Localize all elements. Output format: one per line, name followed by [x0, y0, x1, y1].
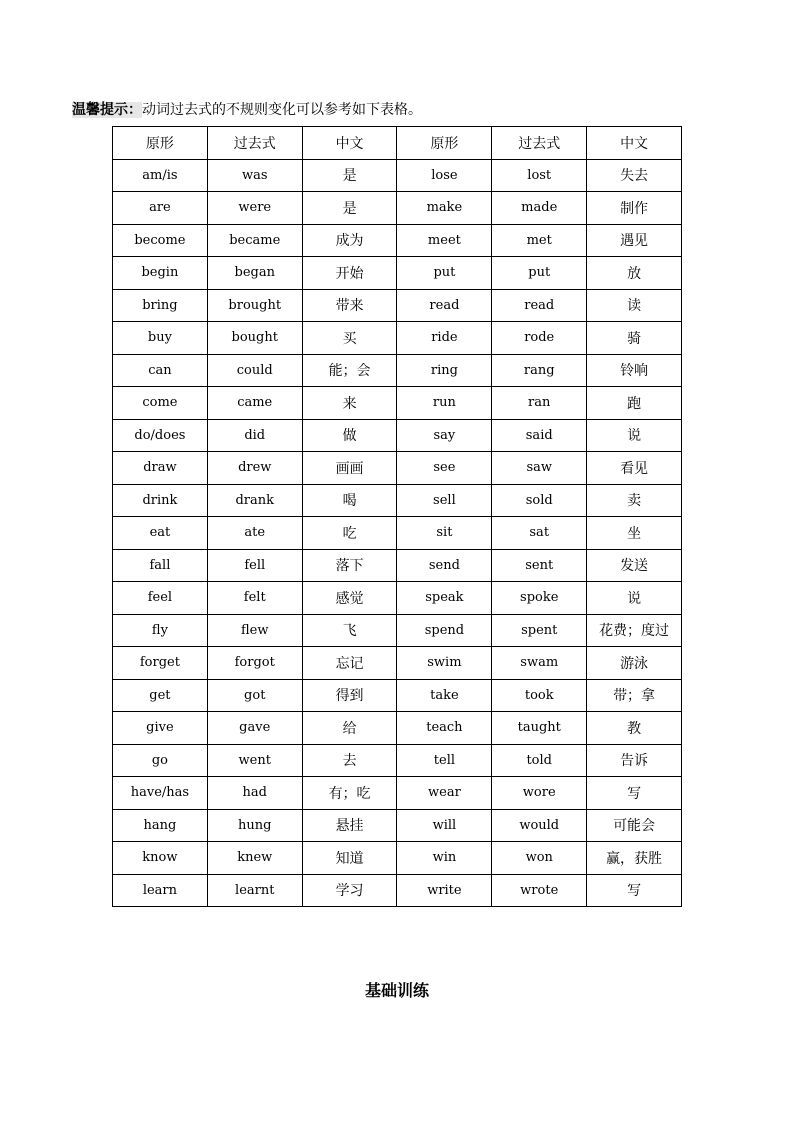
table-row [113, 257, 682, 290]
chinese-cell: 说 [587, 419, 682, 452]
past-tense-cell: would [492, 809, 587, 842]
past-tense-cell: swam [492, 647, 587, 680]
base-form-cell: say [397, 419, 492, 452]
chinese-cell: 是 [302, 192, 397, 225]
chinese-cell: 遇见 [587, 224, 682, 257]
table-row [113, 224, 682, 257]
chinese-cell: 吃 [302, 517, 397, 550]
base-form-cell: drink [113, 484, 208, 517]
base-form-cell: begin [113, 257, 208, 290]
base-form-cell: write [397, 874, 492, 907]
base-form-cell: wear [397, 777, 492, 810]
past-tense-cell: bought [207, 322, 302, 355]
past-tense-cell: did [207, 419, 302, 452]
base-form-cell: meet [397, 224, 492, 257]
past-tense-cell: could [207, 354, 302, 387]
chinese-cell: 读 [587, 289, 682, 322]
chinese-cell: 可能会 [587, 809, 682, 842]
header-past-tense: 过去式 [492, 127, 587, 160]
header-chinese: 中文 [587, 127, 682, 160]
base-form-cell: sit [397, 517, 492, 550]
table-row [113, 744, 682, 777]
base-form-cell: run [397, 387, 492, 420]
base-form-cell: forget [113, 647, 208, 680]
base-form-cell: have/has [113, 777, 208, 810]
chinese-cell: 铃响 [587, 354, 682, 387]
past-tense-cell: were [207, 192, 302, 225]
chinese-cell: 感觉 [302, 582, 397, 615]
base-form-cell: hang [113, 809, 208, 842]
base-form-cell: know [113, 842, 208, 875]
chinese-cell: 成为 [302, 224, 397, 257]
chinese-cell: 说 [587, 582, 682, 615]
past-tense-cell: drank [207, 484, 302, 517]
past-tense-cell: saw [492, 452, 587, 485]
irregular-verbs-table [112, 126, 682, 907]
base-form-cell: see [397, 452, 492, 485]
table-row [113, 192, 682, 225]
base-form-cell: swim [397, 647, 492, 680]
past-tense-cell: put [492, 257, 587, 290]
chinese-cell: 知道 [302, 842, 397, 875]
chinese-cell: 能；会 [302, 354, 397, 387]
chinese-cell: 学习 [302, 874, 397, 907]
base-form-cell: tell [397, 744, 492, 777]
chinese-cell: 是 [302, 159, 397, 192]
base-form-cell: feel [113, 582, 208, 615]
tip-text: 动词过去式的不规则变化可以参考如下表格。 [142, 102, 422, 118]
base-form-cell: are [113, 192, 208, 225]
chinese-cell: 告诉 [587, 744, 682, 777]
base-form-cell: buy [113, 322, 208, 355]
chinese-cell: 做 [302, 419, 397, 452]
base-form-cell: will [397, 809, 492, 842]
table-row [113, 679, 682, 712]
section-title: 基础训练 [364, 981, 429, 1000]
past-tense-cell: took [492, 679, 587, 712]
table-row [113, 387, 682, 420]
past-tense-cell: hung [207, 809, 302, 842]
base-form-cell: learn [113, 874, 208, 907]
base-form-cell: lose [397, 159, 492, 192]
table-row [113, 809, 682, 842]
base-form-cell: send [397, 549, 492, 582]
chinese-cell: 写 [587, 777, 682, 810]
past-tense-cell: knew [207, 842, 302, 875]
past-tense-cell: said [492, 419, 587, 452]
past-tense-cell: felt [207, 582, 302, 615]
table-row [113, 842, 682, 875]
past-tense-cell: told [492, 744, 587, 777]
base-form-cell: sell [397, 484, 492, 517]
past-tense-cell: went [207, 744, 302, 777]
chinese-cell: 带；拿 [587, 679, 682, 712]
past-tense-cell: forgot [207, 647, 302, 680]
base-form-cell: fall [113, 549, 208, 582]
chinese-cell: 卖 [587, 484, 682, 517]
table-row [113, 549, 682, 582]
chinese-cell: 得到 [302, 679, 397, 712]
base-form-cell: can [113, 354, 208, 387]
chinese-cell: 带来 [302, 289, 397, 322]
base-form-cell: bring [113, 289, 208, 322]
chinese-cell: 赢，获胜 [587, 842, 682, 875]
past-tense-cell: ate [207, 517, 302, 550]
past-tense-cell: had [207, 777, 302, 810]
past-tense-cell: rode [492, 322, 587, 355]
chinese-cell: 买 [302, 322, 397, 355]
past-tense-cell: brought [207, 289, 302, 322]
table-row [113, 517, 682, 550]
past-tense-cell: sat [492, 517, 587, 550]
table-row [113, 354, 682, 387]
base-form-cell: ring [397, 354, 492, 387]
past-tense-cell: sent [492, 549, 587, 582]
tip-label: 温馨提示： [72, 102, 142, 118]
chinese-cell: 喝 [302, 484, 397, 517]
chinese-cell: 悬挂 [302, 809, 397, 842]
chinese-cell: 给 [302, 712, 397, 745]
past-tense-cell: made [492, 192, 587, 225]
base-form-cell: teach [397, 712, 492, 745]
header-chinese: 中文 [302, 127, 397, 160]
past-tense-cell: gave [207, 712, 302, 745]
table-row [113, 419, 682, 452]
base-form-cell: get [113, 679, 208, 712]
past-tense-cell: taught [492, 712, 587, 745]
past-tense-cell: learnt [207, 874, 302, 907]
past-tense-cell: sold [492, 484, 587, 517]
chinese-cell: 有；吃 [302, 777, 397, 810]
base-form-cell: ride [397, 322, 492, 355]
table-row [113, 159, 682, 192]
header-past-tense: 过去式 [207, 127, 302, 160]
base-form-cell: become [113, 224, 208, 257]
chinese-cell: 跑 [587, 387, 682, 420]
chinese-cell: 骑 [587, 322, 682, 355]
header-base-form: 原形 [113, 127, 208, 160]
base-form-cell: spend [397, 614, 492, 647]
base-form-cell: come [113, 387, 208, 420]
chinese-cell: 游泳 [587, 647, 682, 680]
past-tense-cell: met [492, 224, 587, 257]
base-form-cell: win [397, 842, 492, 875]
table-row [113, 614, 682, 647]
past-tense-cell: lost [492, 159, 587, 192]
base-form-cell: give [113, 712, 208, 745]
chinese-cell: 去 [302, 744, 397, 777]
chinese-cell: 教 [587, 712, 682, 745]
table-row [113, 582, 682, 615]
base-form-cell: draw [113, 452, 208, 485]
past-tense-cell: read [492, 289, 587, 322]
chinese-cell: 落下 [302, 549, 397, 582]
past-tense-cell: was [207, 159, 302, 192]
past-tense-cell: flew [207, 614, 302, 647]
table-row [113, 874, 682, 907]
past-tense-cell: got [207, 679, 302, 712]
chinese-cell: 开始 [302, 257, 397, 290]
chinese-cell: 看见 [587, 452, 682, 485]
base-form-cell: speak [397, 582, 492, 615]
table-row [113, 289, 682, 322]
base-form-cell: make [397, 192, 492, 225]
base-form-cell: go [113, 744, 208, 777]
past-tense-cell: won [492, 842, 587, 875]
past-tense-cell: began [207, 257, 302, 290]
chinese-cell: 画画 [302, 452, 397, 485]
table-header-row [113, 127, 682, 160]
past-tense-cell: spent [492, 614, 587, 647]
chinese-cell: 制作 [587, 192, 682, 225]
past-tense-cell: became [207, 224, 302, 257]
base-form-cell: fly [113, 614, 208, 647]
chinese-cell: 坐 [587, 517, 682, 550]
past-tense-cell: wrote [492, 874, 587, 907]
table-row [113, 484, 682, 517]
base-form-cell: do/does [113, 419, 208, 452]
chinese-cell: 失去 [587, 159, 682, 192]
table-row [113, 647, 682, 680]
chinese-cell: 发送 [587, 549, 682, 582]
base-form-cell: am/is [113, 159, 208, 192]
chinese-cell: 来 [302, 387, 397, 420]
past-tense-cell: ran [492, 387, 587, 420]
chinese-cell: 忘记 [302, 647, 397, 680]
chinese-cell: 放 [587, 257, 682, 290]
past-tense-cell: fell [207, 549, 302, 582]
chinese-cell: 写 [587, 874, 682, 907]
past-tense-cell: rang [492, 354, 587, 387]
base-form-cell: put [397, 257, 492, 290]
base-form-cell: take [397, 679, 492, 712]
tip-line [72, 100, 422, 120]
base-form-cell: eat [113, 517, 208, 550]
table-row [113, 452, 682, 485]
past-tense-cell: came [207, 387, 302, 420]
table-row [113, 777, 682, 810]
table-row [113, 712, 682, 745]
past-tense-cell: wore [492, 777, 587, 810]
base-form-cell: read [397, 289, 492, 322]
chinese-cell: 飞 [302, 614, 397, 647]
chinese-cell: 花费；度过 [587, 614, 682, 647]
header-base-form: 原形 [397, 127, 492, 160]
past-tense-cell: spoke [492, 582, 587, 615]
past-tense-cell: drew [207, 452, 302, 485]
table-row [113, 322, 682, 355]
